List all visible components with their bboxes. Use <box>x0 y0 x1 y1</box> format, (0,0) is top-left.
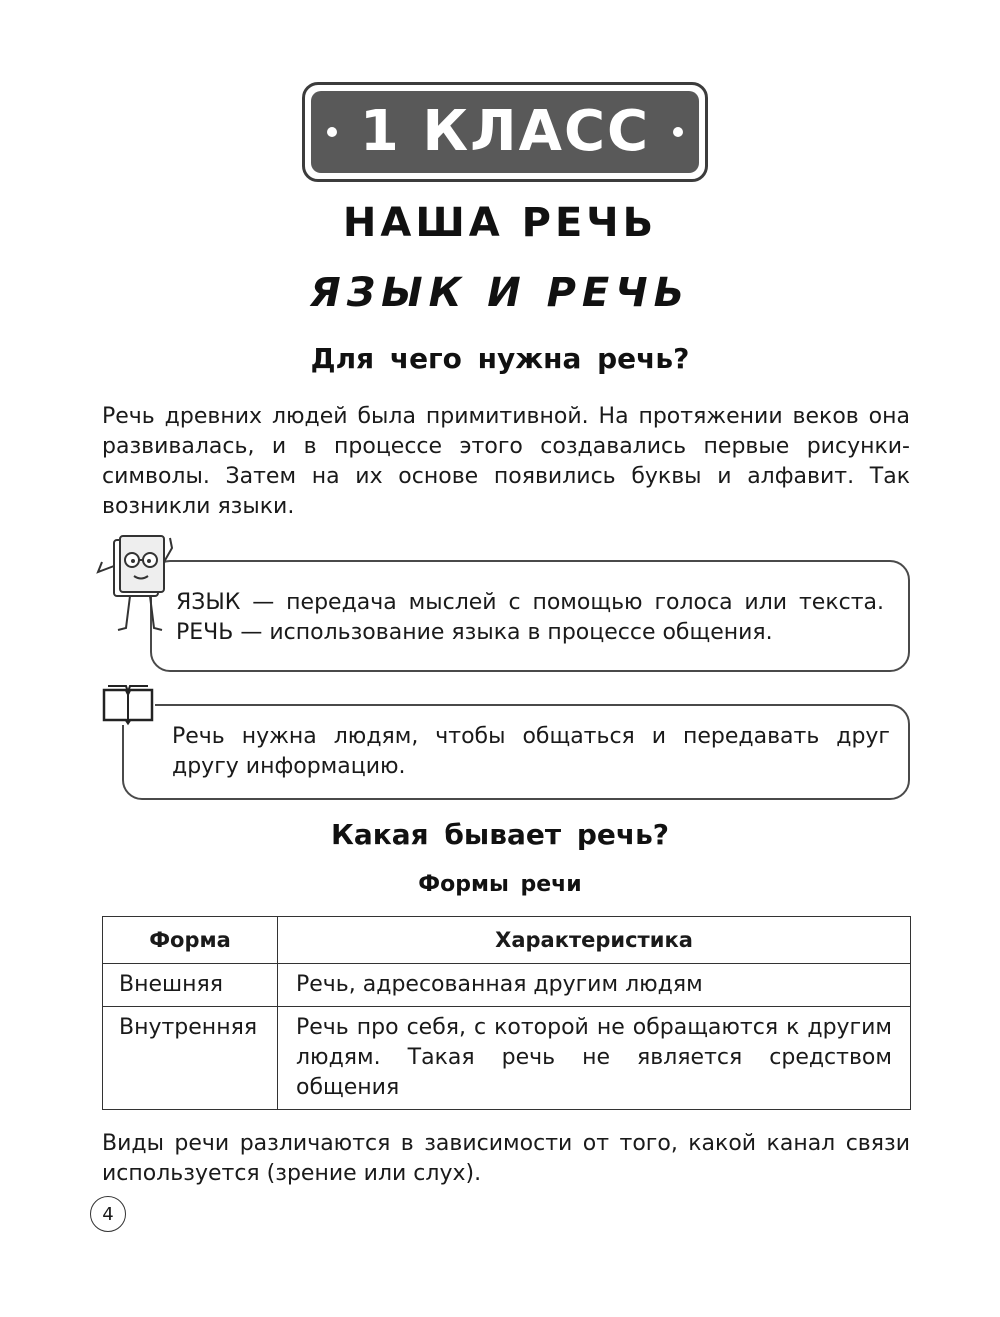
bullet-dot-icon <box>327 127 337 137</box>
table-row <box>103 1007 911 1110</box>
grade-badge <box>302 82 708 182</box>
table-cell-description: Речь про себя, с которой не обращаются к другим людям. Такая речь не является средством общения <box>278 1007 911 1110</box>
section1-heading: Для чего нужна речь? <box>310 342 690 375</box>
section-title: НАША РЕЧЬ <box>342 200 658 246</box>
section2-paragraph: Виды речи различаются в зависимости от того, какой канал связи используется (зрение или слух). <box>102 1131 910 1186</box>
section1-paragraph: Речь древних людей была примитивной. На протяжении веков она развивалась, и в процессе этого создавались первые рисунки-символы. Затем на их основе появились буквы и алфавит. Так возникли языки. <box>102 404 910 519</box>
definition-box <box>150 560 910 672</box>
table-title: Формы речи <box>418 872 582 897</box>
bullet-dot-icon <box>673 127 683 137</box>
table-header-cell: Характеристика <box>278 917 911 964</box>
definition-text: ЯЗЫК — передача мыслей с помощью голоса или текста. РЕЧЬ — использование языка в процессе общения. <box>176 590 884 645</box>
forms-table <box>102 916 911 1110</box>
note-box <box>122 704 910 800</box>
topic-title: ЯЗЫК И РЕЧЬ <box>309 270 691 316</box>
note-text: Речь нужна людям, чтобы общаться и передавать друг другу информацию. <box>172 724 890 779</box>
table-header-row <box>103 917 911 964</box>
table-row <box>103 964 911 1007</box>
table-cell-form: Внутренняя <box>103 1007 278 1110</box>
page-number: 4 <box>90 1196 126 1232</box>
table-cell-form: Внешняя <box>103 964 278 1007</box>
grade-label: 1 КЛАСС <box>359 99 651 164</box>
book-mascot-icon <box>92 532 180 636</box>
section2-heading: Какая бывает речь? <box>330 818 670 851</box>
open-book-icon <box>100 684 156 726</box>
table-cell-description: Речь, адресованная другим людям <box>278 964 911 1007</box>
table-header-cell: Форма <box>103 917 278 964</box>
grade-badge-fill <box>311 91 699 173</box>
